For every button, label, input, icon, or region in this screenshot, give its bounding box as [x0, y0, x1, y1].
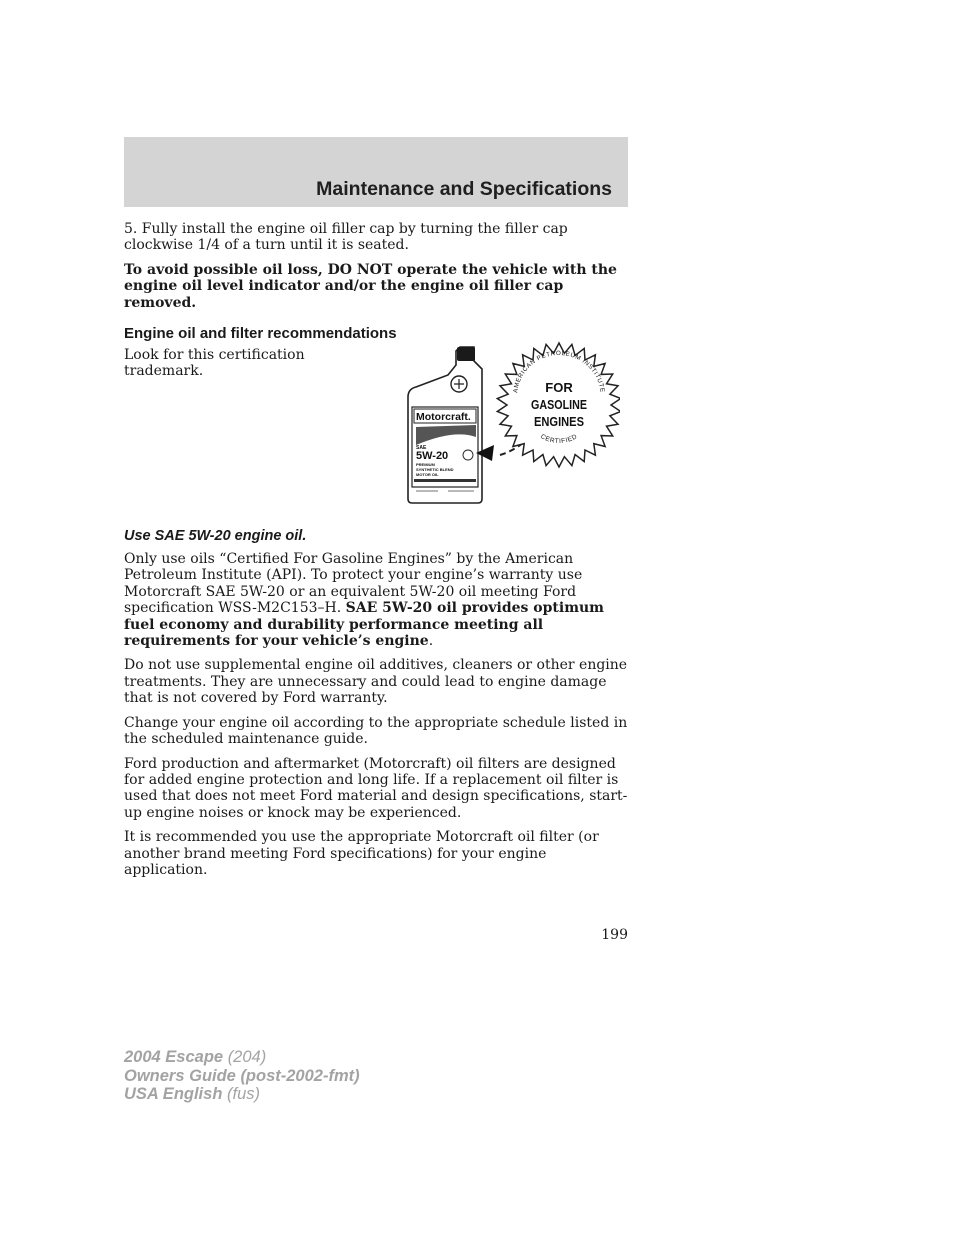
- figure-caption: Look for this certification trademark.: [124, 347, 305, 380]
- starburst-arc-bottom-label: CERTIFIED: [539, 433, 579, 446]
- oil-filters-paragraph: Ford production and aftermarket (Motorcraft) oil filters are designed for added engine protection and long life. If a replacement oil filter is used that does not meet Ford material and design specifications, start-up engine noises or knock may be experienced.: [124, 755, 628, 821]
- bottle-line1-label: PREMIUM: [416, 462, 435, 468]
- footer-line-1: [124, 1048, 360, 1067]
- oil-change-paragraph: Change your engine oil according to the appropriate schedule listed in the scheduled maintenance guide.: [124, 714, 628, 748]
- oil-grade-heading: Use SAE 5W-20 engine oil.: [124, 528, 307, 545]
- bottle-line2-label: SYNTHETIC BLEND: [416, 467, 454, 473]
- footer-model: 2004 Escape: [124, 1048, 224, 1066]
- footer-line-3: [124, 1085, 360, 1104]
- step-5-paragraph: 5. Fully install the engine oil filler cap by turning the filler cap clockwise 1/4 of a turn until it is seated.: [124, 221, 568, 254]
- starburst-gasoline-label: GASOLINE: [531, 397, 588, 413]
- filter-recommendation-paragraph: It is recommended you use the appropriate Motorcraft oil filter (or another brand meeting Ford specifications) for your engine application.: [124, 829, 599, 878]
- oil-certification-bold: SAE 5W-20 oil provides optimum fuel economy and durability performance meeting all requirements for your vehicle’s engine: [124, 600, 604, 650]
- section-title: Maintenance and Specifications: [316, 178, 612, 200]
- page-content: [124, 221, 630, 878]
- footer-guide: Owners Guide (post-2002-fmt): [124, 1066, 360, 1085]
- section-header-band: [124, 137, 628, 207]
- bottle-brand-label: Motorcraft.: [416, 411, 471, 424]
- footer-language-code: (fus): [227, 1085, 260, 1103]
- footer-line-2: [124, 1067, 360, 1086]
- oil-certification-text: Only use oils “Certified For Gasoline Engines” by the American Petroleum Institute (API). To protect your engine’s warranty use Motorcraft SAE 5W-20 or an equivalent 5W-20 oil meeting Ford specification WSS-M2C153–H.: [124, 551, 583, 617]
- oil-certification-paragraph: [124, 551, 630, 649]
- bottle-sae-label: SAE: [416, 445, 427, 452]
- bottle-line3-label: MOTOR OIL: [416, 472, 439, 478]
- oil-bottle-icon: [408, 347, 482, 503]
- document-footer: [124, 1048, 360, 1104]
- oil-bottle-illustration: [404, 341, 620, 505]
- warning-paragraph: To avoid possible oil loss, DO NOT operate the vehicle with the engine oil level indicator and/or the engine oil filler cap removed.: [124, 261, 617, 311]
- bottle-grade-label: 5W-20: [416, 450, 449, 463]
- starburst-engines-label: ENGINES: [534, 414, 585, 430]
- footer-model-code: (204): [227, 1048, 267, 1066]
- page-number: 199: [601, 927, 628, 943]
- oil-certification-end: .: [428, 633, 434, 650]
- additives-paragraph: Do not use supplemental engine oil additives, cleaners or other engine treatments. They are unnecessary and could lead to engine damage that is not covered by Ford warranty.: [124, 657, 628, 707]
- api-starburst-icon: [497, 343, 620, 467]
- certification-figure: [124, 347, 630, 515]
- section-heading: Engine oil and filter recommendations: [124, 325, 397, 343]
- starburst-arc-top-label: AMERICAN PETROLEUM INSTITUTE: [512, 350, 606, 394]
- footer-language: USA English: [124, 1085, 223, 1103]
- starburst-for-label: FOR: [545, 380, 573, 396]
